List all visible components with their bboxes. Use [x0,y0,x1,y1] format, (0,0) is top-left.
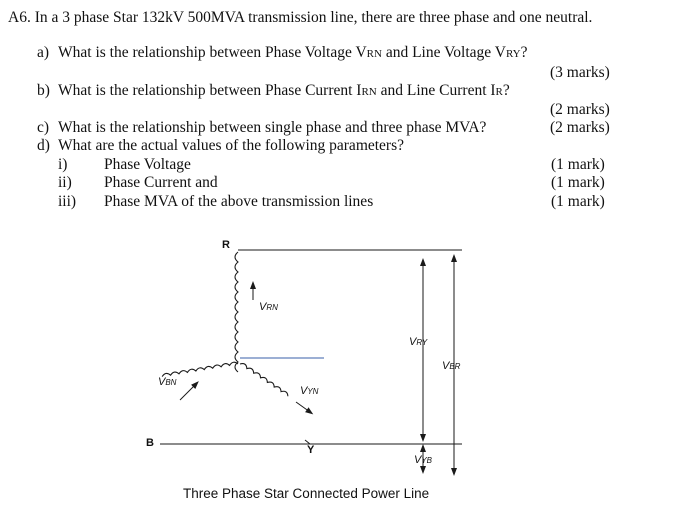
terminal-y-label: Y [307,444,315,456]
part-a-label: a) [37,44,50,61]
part-d-item-num: iii) [58,193,77,210]
part-d-item-text: Phase MVA of the above transmission lines [104,193,374,210]
part-d-item-num: i) [58,156,68,173]
part-d-item-marks: (1 mark) [551,174,605,191]
vbn-arrow [180,384,196,400]
part-c-marks: (2 marks) [550,119,610,136]
vbn-label: VBN [158,376,177,388]
terminal-r-label: R [222,239,230,251]
part-c-label: c) [37,119,50,136]
vyn-label: VYN [300,385,319,397]
y-phase-winding [240,354,289,406]
part-d-item-marks: (1 mark) [551,156,605,173]
part-a-text: What is the relationship between Phase Voltage VRN and Line Voltage VRY? [58,44,528,61]
r-phase-winding [235,252,238,372]
part-b-marks: (2 marks) [550,101,610,118]
part-d-item-text: Phase Current and [104,174,218,191]
part-d-item-marks: (1 mark) [551,193,605,210]
question-title: A6. In a 3 phase Star 132kV 500MVA transmission line, there are three phase and one neutral. [8,9,593,26]
diagram-caption: Three Phase Star Connected Power Line [183,486,430,501]
b-phase-winding [162,340,238,400]
vyb-label: VYB [414,454,433,466]
part-b-label: b) [37,82,50,99]
vry-label: VRY [409,336,428,348]
part-d-label: d) [37,137,50,154]
part-c-text: What is the relationship between single phase and three phase MVA? [58,119,487,136]
part-d-item-num: ii) [58,174,72,191]
part-b-text: What is the relationship between Phase Current IRN and Line Current IR? [58,82,510,99]
vbr-label: VBR [442,360,461,372]
part-d-item-text: Phase Voltage [104,156,191,173]
part-d-text: What are the actual values of the following parameters? [58,137,405,154]
part-a-marks: (3 marks) [550,64,610,81]
vyn-arrow [296,402,310,412]
vrn-label: VRN [259,301,278,313]
terminal-b-label: B [146,437,154,449]
